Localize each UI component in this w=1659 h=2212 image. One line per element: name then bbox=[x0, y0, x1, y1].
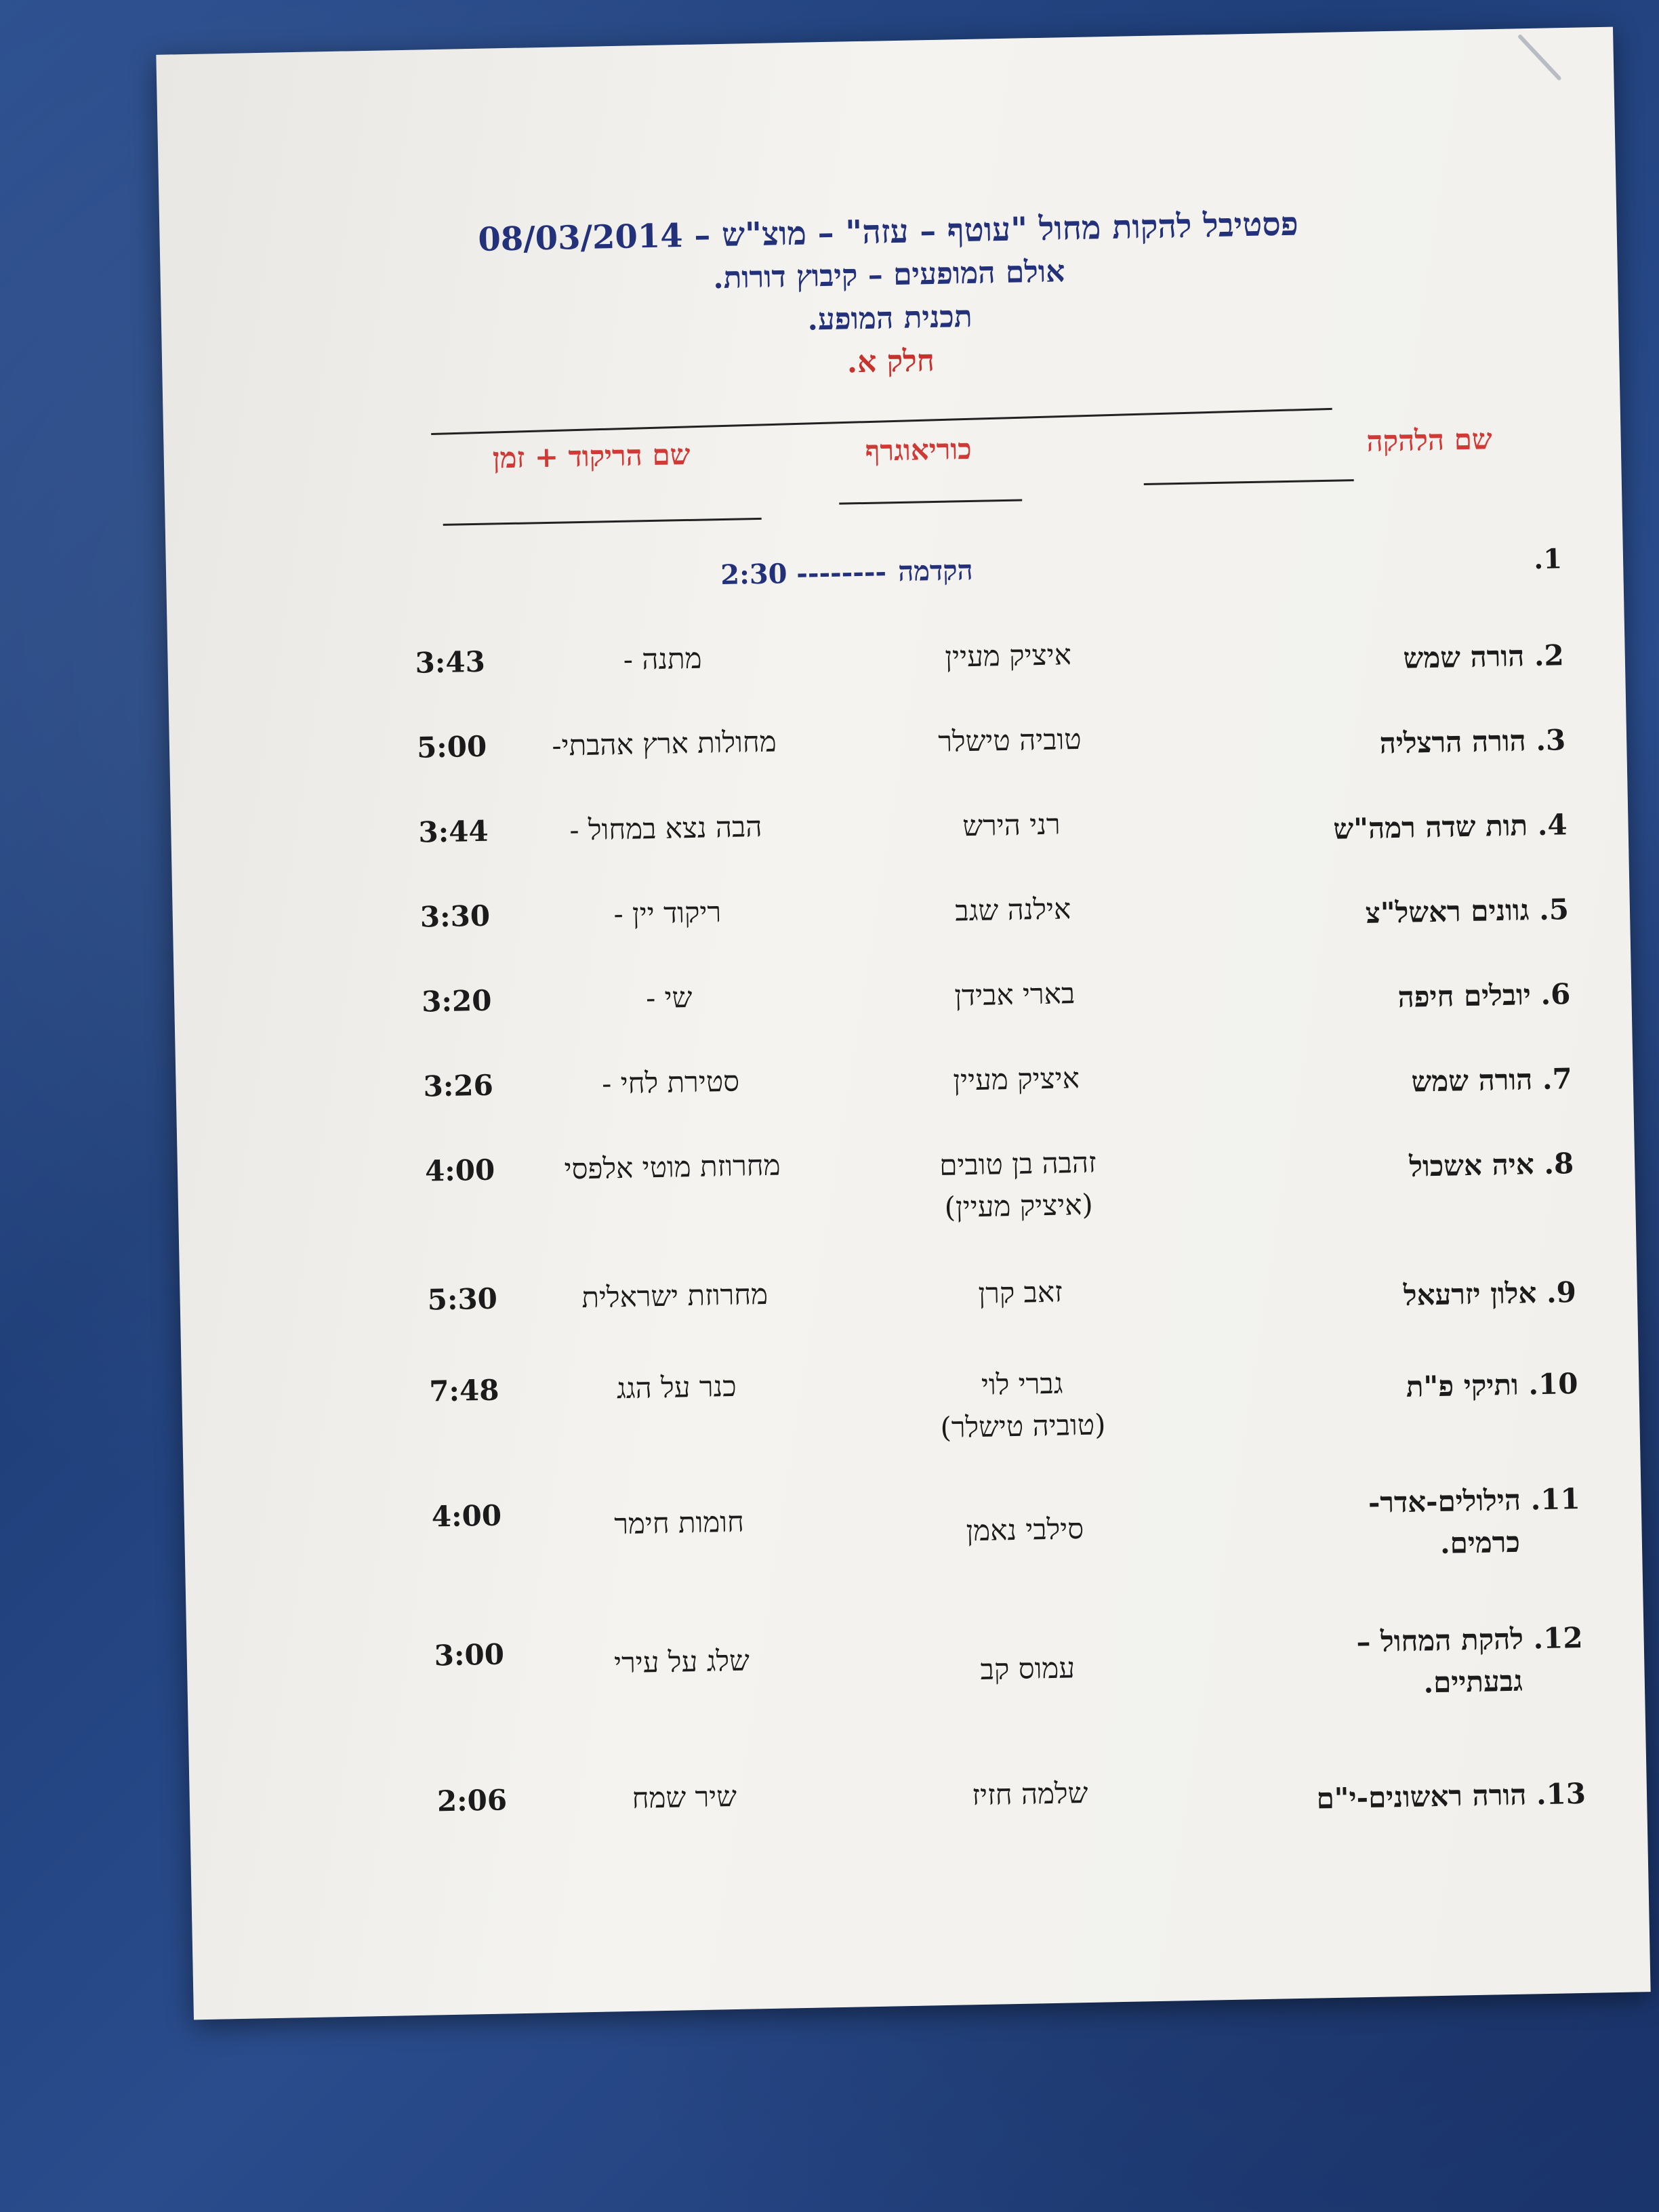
choreographer-text: בארי אבידן bbox=[954, 977, 1076, 1012]
table-row bbox=[187, 1620, 1644, 1700]
row-number: 13. bbox=[1536, 1776, 1586, 1811]
band-name-text: אלון יזרעאל bbox=[1403, 1276, 1537, 1312]
choreographer-text: סילבי נאמן bbox=[966, 1512, 1084, 1548]
band-name bbox=[1282, 1143, 1574, 1190]
band-name-text: איה אשכול bbox=[1408, 1147, 1535, 1183]
staple bbox=[1517, 34, 1562, 81]
band-name bbox=[1272, 634, 1564, 682]
band-name bbox=[1294, 1773, 1586, 1820]
band-name bbox=[1280, 1058, 1572, 1105]
dance-duration: 5:00 bbox=[416, 729, 487, 764]
program-sheet bbox=[156, 27, 1650, 2020]
dance-duration: 3:30 bbox=[419, 899, 491, 934]
row-number: 6. bbox=[1540, 977, 1571, 1011]
dance-duration: 3:26 bbox=[423, 1068, 494, 1103]
band-name-text: הורה ראשונים-י"ם bbox=[1316, 1778, 1527, 1816]
intro-number: 1. bbox=[1533, 543, 1563, 576]
dance-duration: 5:30 bbox=[427, 1282, 498, 1317]
intro-row bbox=[166, 541, 1623, 592]
band-name-text: הילולים-אדר- bbox=[1368, 1483, 1521, 1519]
band-name-text: הורה הרצליה bbox=[1379, 724, 1527, 760]
column-header-band: שם הלהקה bbox=[1366, 422, 1493, 458]
dance-name: הבה נצא במחול - bbox=[569, 809, 762, 847]
band-name-text: גוונים ראשל"צ bbox=[1365, 893, 1530, 930]
part-label: חלק א. bbox=[846, 343, 935, 380]
row-number: 9. bbox=[1546, 1275, 1577, 1309]
dance-name: שיר שמח bbox=[632, 1779, 737, 1815]
table-row bbox=[174, 962, 1631, 1019]
dance-duration: 2:06 bbox=[436, 1783, 508, 1818]
dance-name: מחרוזת מוטי אלפסי bbox=[564, 1148, 781, 1186]
music-underline bbox=[443, 518, 762, 526]
choreographer bbox=[859, 632, 1158, 680]
choreographer-text: טוביה טישלר bbox=[937, 722, 1082, 758]
band-name-text: ותיקי פ"ת bbox=[1406, 1368, 1519, 1404]
dance-name: ריקוד יין - bbox=[613, 895, 722, 931]
program-line: תכנית המופע. bbox=[806, 299, 973, 337]
row-number: 11. bbox=[1530, 1481, 1581, 1517]
band-name bbox=[1288, 1478, 1581, 1568]
row-number: 5. bbox=[1538, 893, 1570, 926]
dance-name: סטירת לחי - bbox=[601, 1064, 740, 1101]
choreographer-secondary: (איציק מעיין) bbox=[944, 1187, 1094, 1224]
band-name-continued: כרמים. bbox=[1439, 1525, 1521, 1560]
band-name bbox=[1275, 804, 1568, 851]
program-header bbox=[159, 197, 1620, 398]
festival-title: פסטיבל להקות מחול "עוטף – עזה" – מוצ"ש – 08/03/2014 bbox=[477, 205, 1299, 259]
choreographer-text: איציק מעיין bbox=[952, 1061, 1080, 1097]
choreographer bbox=[860, 717, 1159, 764]
choreographer bbox=[865, 971, 1164, 1019]
band-name-text: להקת המחול – bbox=[1356, 1622, 1524, 1659]
choreographer-text: רני הירש bbox=[962, 807, 1061, 843]
dance-duration: 3:43 bbox=[415, 644, 486, 680]
dance-duration: 4:00 bbox=[424, 1153, 495, 1188]
dance-name: שי - bbox=[645, 980, 693, 1015]
table-row bbox=[172, 877, 1629, 934]
venue-line: אולם המופעים – קיבוץ דורות. bbox=[712, 254, 1065, 296]
dance-duration: 3:20 bbox=[421, 983, 492, 1019]
row-number: 8. bbox=[1543, 1147, 1574, 1181]
intro-label: הקדמה bbox=[897, 554, 974, 588]
dance-name: מתנה - bbox=[623, 641, 703, 676]
choreographer bbox=[873, 1361, 1172, 1450]
table-row bbox=[176, 1046, 1633, 1103]
band-name-text: הורה שמש bbox=[1403, 639, 1525, 675]
dance-duration: 3:00 bbox=[434, 1637, 505, 1673]
band-name bbox=[1291, 1617, 1584, 1706]
table-row bbox=[190, 1761, 1647, 1818]
band-name bbox=[1274, 719, 1566, 766]
band-name bbox=[1284, 1271, 1576, 1319]
header-rule bbox=[431, 408, 1332, 435]
row-number: 4. bbox=[1537, 808, 1568, 842]
band-name bbox=[1277, 888, 1569, 936]
choreographer-text: שלמה חזיז bbox=[971, 1776, 1088, 1812]
table-row bbox=[182, 1351, 1639, 1445]
band-name-text: הורה שמש bbox=[1411, 1063, 1533, 1099]
choreographer-text: איציק מעיין bbox=[944, 638, 1072, 674]
band-name bbox=[1279, 973, 1571, 1021]
choreographer bbox=[876, 1506, 1174, 1553]
dance-name: כנר על הגג bbox=[616, 1369, 737, 1406]
choreographer-text: אילנה שגב bbox=[954, 892, 1071, 928]
choreographer bbox=[878, 1645, 1177, 1692]
choreographer-text: גברי לוי bbox=[981, 1366, 1063, 1401]
choreographer-text: זהבה בן טובים bbox=[939, 1145, 1097, 1183]
column-header-music: שם הריקוד + זמן bbox=[492, 437, 691, 475]
dance-duration: 7:48 bbox=[428, 1373, 499, 1408]
choreographer bbox=[862, 802, 1161, 849]
choreographer-text: עמוס קב bbox=[980, 1651, 1076, 1686]
choreographer-text: זאב קרן bbox=[978, 1275, 1063, 1310]
choreographer bbox=[867, 1056, 1166, 1103]
dance-duration: 4:00 bbox=[431, 1498, 502, 1534]
choreographer-secondary: (טוביה טישלר) bbox=[939, 1408, 1106, 1445]
dance-name: חומות חימר bbox=[613, 1504, 745, 1541]
table-row bbox=[184, 1481, 1641, 1560]
row-number: 2. bbox=[1534, 638, 1565, 673]
table-row bbox=[167, 623, 1624, 680]
dance-name: מחולות ארץ אהבתי- bbox=[551, 724, 777, 762]
row-number: 10. bbox=[1528, 1366, 1578, 1401]
band-name-text: תות שדה רמה"ש bbox=[1333, 808, 1528, 846]
column-header-choreographer: כוריאוגרף bbox=[865, 432, 972, 468]
intro-time: 2:30 bbox=[720, 558, 787, 592]
band-name-continued: גבעתיים. bbox=[1423, 1664, 1523, 1700]
table-row bbox=[180, 1260, 1637, 1317]
row-number: 12. bbox=[1533, 1620, 1584, 1656]
row-number: 3. bbox=[1535, 723, 1566, 758]
band-underline bbox=[1144, 479, 1354, 485]
dance-name: שלג על עירי bbox=[613, 1643, 750, 1680]
band-name bbox=[1286, 1363, 1578, 1410]
row-number: 7. bbox=[1542, 1062, 1573, 1096]
table-row bbox=[169, 708, 1626, 764]
choreographer bbox=[880, 1770, 1179, 1818]
table-row bbox=[178, 1131, 1635, 1224]
intro-dashes: -------- bbox=[796, 556, 887, 590]
dance-name: מחרוזת ישראלית bbox=[581, 1277, 769, 1315]
table-row bbox=[171, 792, 1628, 849]
band-name-text: יובלים חיפה bbox=[1397, 978, 1532, 1014]
choreographer bbox=[863, 886, 1162, 934]
dance-duration: 3:44 bbox=[417, 814, 489, 849]
choreographer-underline bbox=[839, 499, 1022, 504]
choreographer bbox=[868, 1141, 1168, 1230]
choreographer bbox=[871, 1269, 1170, 1317]
